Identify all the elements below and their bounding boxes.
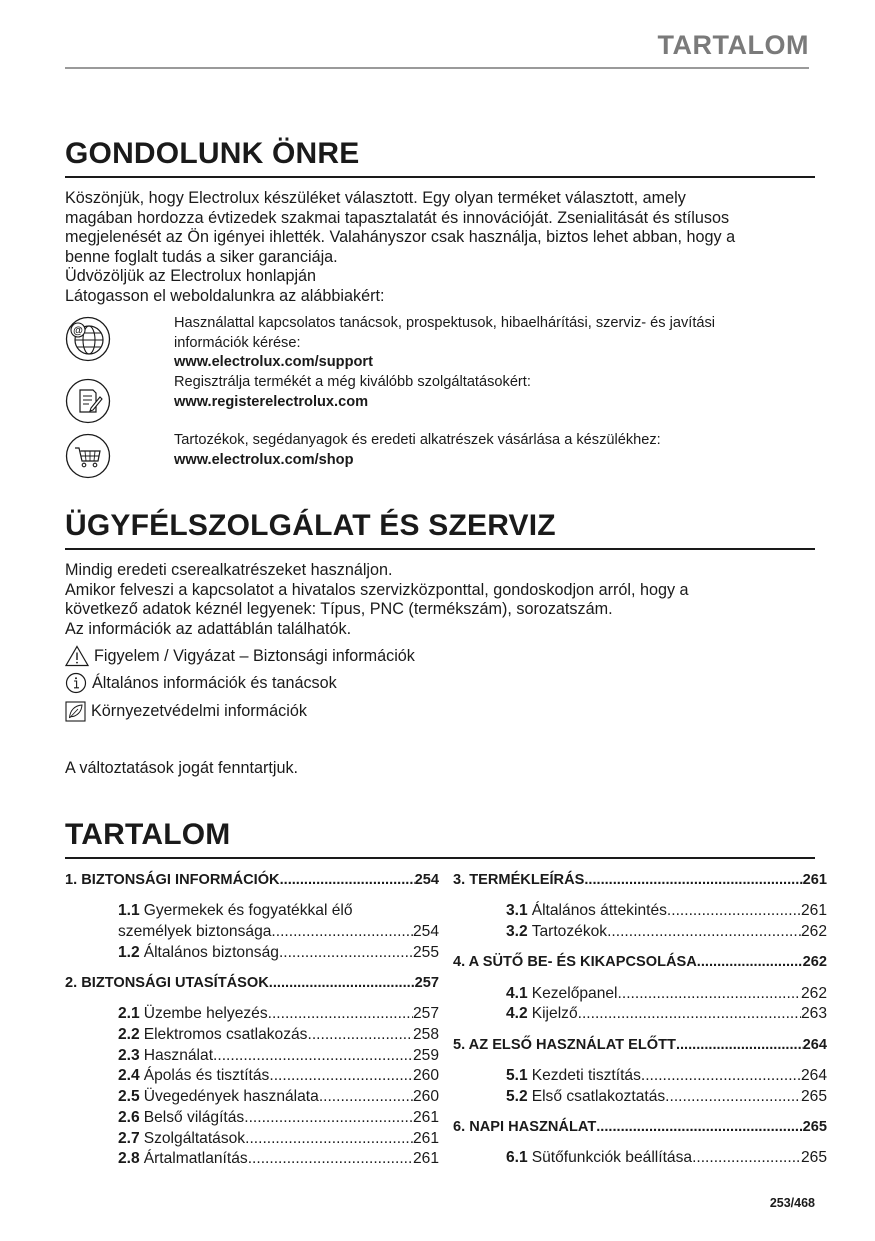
legend-text: Környezetvédelmi információk <box>91 701 307 720</box>
text-line: Köszönjük, hogy Electrolux készüléket választott. Egy olyan terméket választott, amely <box>65 189 686 207</box>
text-line: Amikor felveszi a kapcsolatot a hivatalos szervizközponttal, gondoskodjon arról, hogy a <box>65 580 689 599</box>
toc-entry-5-2[interactable]: 5.2 Első csatlakoztatás ..... 265 <box>506 1086 827 1107</box>
register-document-icon <box>65 378 111 424</box>
toc-entry-5-1[interactable]: 5.1 Kezdeti tisztítás ..... 264 <box>506 1066 827 1087</box>
toc-page: 254 <box>412 923 439 941</box>
toc-entry-4-1[interactable]: 4.1 Kezelőpanel ..... 262 <box>506 983 827 1004</box>
toc-section-2[interactable] <box>65 973 439 993</box>
toc-entry-2-5[interactable]: 2.5 Üvegedények használata ..... 260 <box>118 1087 439 1108</box>
text-line: Az információk az adattáblán találhatók. <box>65 619 352 638</box>
toc-page: 254 <box>414 872 439 888</box>
legend-warning <box>65 645 415 667</box>
toc-entry-4-2[interactable]: 4.2 Kijelző ..... 263 <box>506 1004 827 1025</box>
legend-environment <box>65 700 307 722</box>
text-line: Üdvözöljük az Electrolux honlapján <box>65 267 317 286</box>
support-link[interactable]: www.electrolux.com/support <box>174 354 373 370</box>
toc-right-column <box>453 870 827 1169</box>
section-divider <box>65 176 815 178</box>
toc-entry-num: 1.2 <box>118 943 140 961</box>
text-line: Látogasson el weboldalunkra az alábbiakért: <box>65 286 385 305</box>
toc-entry-label: Gyermekek és fogyatékkal élő <box>143 902 353 920</box>
web-item-text: információk kérése: <box>174 334 301 351</box>
svg-text:@: @ <box>73 325 83 337</box>
toc-entry-1-1[interactable] <box>118 901 439 922</box>
toc-page: 257 <box>414 975 439 992</box>
page-number: 253/468 <box>769 1196 815 1210</box>
section-divider <box>65 548 815 550</box>
toc-entry-6-1[interactable]: 6.1 Sütőfunkciók beállítása ..... 265 <box>506 1148 827 1169</box>
legend-text: Általános információk és tanácsok <box>92 673 337 692</box>
toc-page: 255 <box>412 943 439 961</box>
section-title-ugyfelszolgalat: ÜGYFÉLSZOLGÁLAT ÉS SZERVIZ <box>65 509 556 542</box>
toc-entry-1-2[interactable] <box>118 942 439 963</box>
rights-note-text: A változtatások jogát fenntartjuk. <box>65 759 299 777</box>
warning-triangle-icon <box>65 645 89 667</box>
toc-section-6[interactable]: 6. NAPI HASZNÁLAT ..... 265 <box>453 1117 827 1137</box>
web-item-text: Tartozékok, segédanyagok és eredeti alkatrészek vásárlása a készülékhez: <box>174 432 661 448</box>
section-title-gondolunk: GONDOLUNK ÖNRE <box>65 137 360 170</box>
toc-section-title: 1. BIZTONSÁGI INFORMÁCIÓK <box>65 872 280 888</box>
toc-entry-3-1[interactable]: 3.1 Általános áttekintés ..... 261 <box>506 901 827 922</box>
toc-entry-2-7[interactable]: 2.7 Szolgáltatások ..... 261 <box>118 1128 439 1149</box>
leaf-icon <box>65 701 86 722</box>
toc-entry-2-3[interactable]: 2.3 Használat ..... 259 <box>118 1045 439 1066</box>
toc-section-1[interactable] <box>65 870 439 890</box>
intro-paragraph <box>65 189 815 307</box>
header-divider <box>65 67 809 69</box>
toc-entry-label: személyek biztonsága <box>118 923 272 941</box>
text-line: megjelenését az Ön igényei ihlették. Valahányszor csak használja, biztos lehet abban, hogy a <box>65 228 736 247</box>
toc-title: TARTALOM <box>65 818 231 851</box>
toc-entry-1-1-cont[interactable] <box>118 922 439 943</box>
register-link[interactable]: www.registerelectrolux.com <box>174 393 369 410</box>
toc-entry-num: 1.1 <box>118 902 140 920</box>
toc-entry-label: Általános biztonság <box>143 943 279 961</box>
info-circle-icon <box>65 672 87 694</box>
legend-text: Figyelem / Vigyázat – Biztonsági információk <box>94 646 415 665</box>
toc-section-title: 2. BIZTONSÁGI UTASÍTÁSOK <box>65 975 269 992</box>
toc-entry-2-8[interactable]: 2.8 Ártalmatlanítás ..... 261 <box>118 1149 439 1170</box>
header-title: TARTALOM <box>657 30 809 60</box>
rights-note <box>65 759 815 779</box>
legend-info <box>65 672 337 694</box>
service-paragraph <box>65 561 815 639</box>
section-divider <box>65 857 815 859</box>
toc-entry-3-2[interactable]: 3.2 Tartozékok ..... 262 <box>506 922 827 943</box>
toc-left-column <box>65 870 439 1170</box>
toc-entry-2-4[interactable]: 2.4 Ápolás és tisztítás ..... 260 <box>118 1066 439 1087</box>
text-line: magában hordozza évtizedek szakmai tapasztalatát és innovációját. Zsenialitását és stílusos <box>65 208 730 227</box>
shop-link[interactable]: www.electrolux.com/shop <box>174 451 354 468</box>
web-item-text: Használattal kapcsolatos tanácsok, prospektusok, hibaelhárítási, szerviz- és javítási <box>174 315 716 331</box>
web-item-text: Regisztrálja termékét a még kiválóbb szolgáltatásokért: <box>174 374 531 390</box>
shopping-cart-icon <box>65 433 111 479</box>
toc-section-3[interactable]: 3. TERMÉKLEÍRÁS ..... 261 <box>453 870 827 890</box>
toc-section-4[interactable]: 4. A SÜTŐ BE- ÉS KIKAPCSOLÁSA ..... 262 <box>453 952 827 972</box>
toc-entry-2-6[interactable]: 2.6 Belső világítás ..... 261 <box>118 1108 439 1129</box>
toc-entry-2-1[interactable]: 2.1 Üzembe helyezés ..... 257 <box>118 1004 439 1025</box>
text-line: benne foglalt tudás a siker garanciája. <box>65 247 338 266</box>
text-line: Mindig eredeti cserealkatrészeket használjon. <box>65 561 393 579</box>
globe-at-icon <box>65 316 111 362</box>
text-line: következő adatok kéznél legyenek: Típus, PNC (termékszám), sorozatszám. <box>65 600 613 619</box>
toc-section-5[interactable]: 5. AZ ELSŐ HASZNÁLAT ELŐTT ..... 264 <box>453 1035 827 1055</box>
toc-entry-2-2[interactable]: 2.2 Elektromos csatlakozás ..... 258 <box>118 1025 439 1046</box>
